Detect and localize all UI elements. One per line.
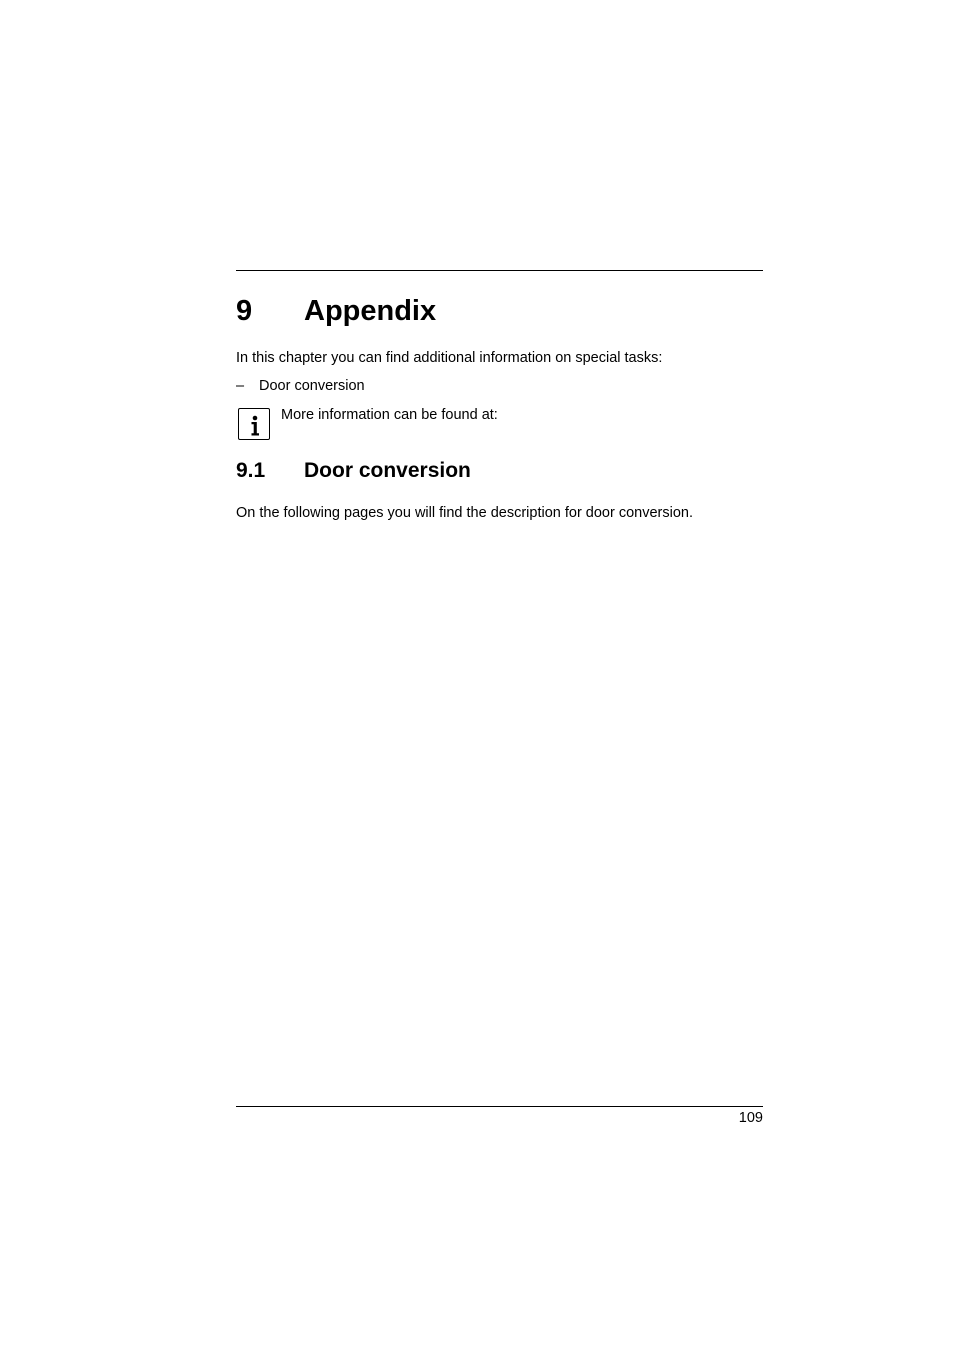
info-note-text: More information can be found at:: [281, 407, 498, 423]
header-rule: [236, 270, 763, 271]
chapter-heading: [236, 292, 763, 330]
info-icon: [238, 408, 270, 440]
page-number: 109: [738, 1110, 763, 1126]
chapter-title: Appendix: [304, 295, 437, 327]
chapter-number: 9: [236, 295, 253, 327]
section-number: 9.1: [236, 459, 266, 482]
list-item-text: Door conversion: [259, 378, 365, 394]
section-title: Door conversion: [304, 459, 471, 482]
intro-paragraph: In this chapter you can find additional information on special tasks:: [236, 350, 663, 366]
list-marker: –: [236, 378, 245, 394]
footer-rule: [236, 1106, 763, 1107]
list-item: [236, 377, 365, 395]
section-body: On the following pages you will find the description for door conversion.: [236, 505, 694, 521]
section-heading: [236, 457, 471, 485]
